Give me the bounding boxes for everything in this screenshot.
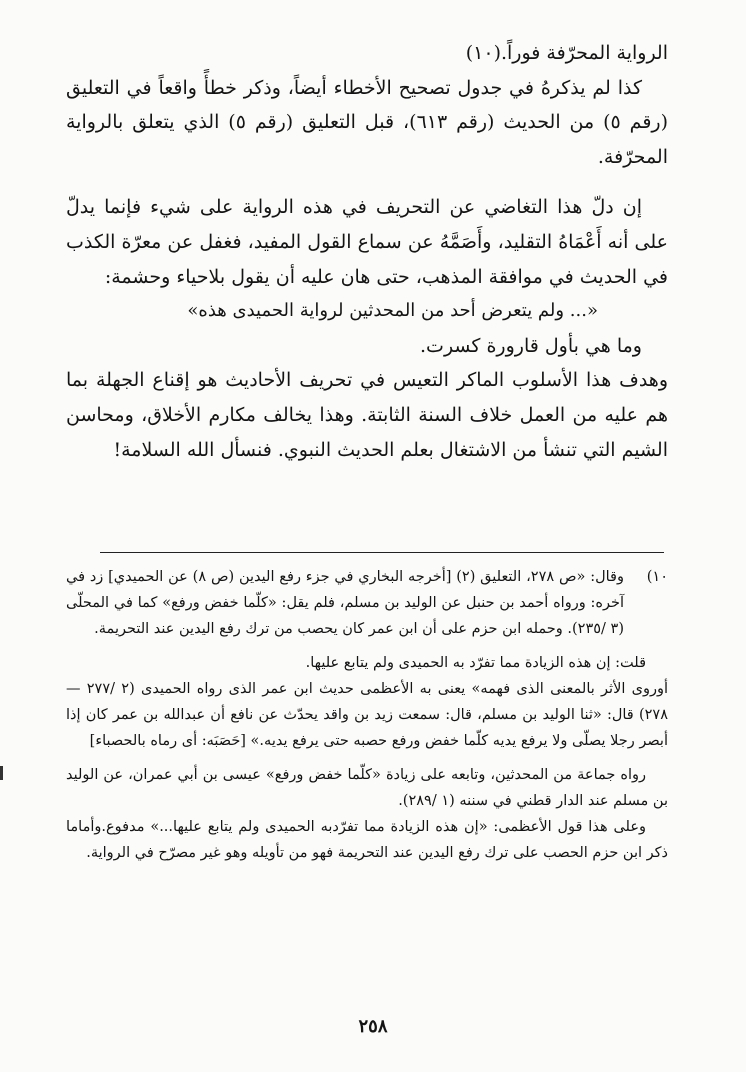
footnote-paragraph: رواه جماعة من المحدثين، وتابعه على زيادة «كلّما خفض ورفع» عيسى بن أبي عمران، عن الوليد بن مسلم عند الدار قطني في سننه (١ /٢٨٩). (66, 767, 668, 809)
footnote-paragraph: أوروى الأثر بالمعنى الذى فهمه» يعنى به الأعظمى حديث ابن عمر الذى رواه الحميدى (٢ /٢٧٧ — ٢٧٨) قال: «ثنا الوليد بن مسلم، قال: سمعت زيد بن واقد يحدّث عن نافع أن عبدالله بن عمر كان إذا أبصر رجلا يصلّى ولا يرفع يديه كلّما خفض ورفع حصبه حتى يرفع يديه.» [حَصَبَه: أى رماه بالحصباء] (66, 681, 669, 749)
footnote-paragraph: وعلى هذا قول الأعظمى: «إن هذه الزيادة مما تفرّدبه الحميدى ولم يتابع عليها...» مدفوع.وأماما ذكر ابن حزم الحصب على ترك رفع اليدين عند التحريمة فهو من تأويله وهو غير مصرّح في الرواية. (66, 819, 668, 861)
paragraph-1: الرواية المحرّفة فوراً.(١٠) (465, 42, 668, 64)
margin-mark (0, 766, 3, 780)
footnote-text: وقال: «ص ٢٧٨، التعليق (٢) [أخرجه البخاري في جزء رفع اليدين (ص ٨) عن الحميدي] زد في آخره: ورواه أحمد بن حنبل عن الوليد بن مسلم، فلم يقل: «كلّما خفض ورفع» كما في المحلّى (٣ /٢٣٥). وحمله ابن حزم على أن ابن عمر كان يحصب من ترك رفع اليدين عند التحريمة. (66, 569, 624, 637)
footnotes (66, 564, 668, 866)
footnote-number: ١٠) (646, 569, 668, 585)
page-number: ٢٥٨ (358, 1016, 388, 1037)
footnote-10 (66, 564, 668, 642)
footnote-separator (100, 552, 664, 553)
paragraph-5: وما هي بأول قارورة كسرت. (420, 334, 642, 357)
paragraph-2: كذا لم يذكرهُ في جدول تصحيح الأخطاء أيضاً، وذكر خطأً واقعاً في التعليق (رقم ٥) من الحديث (رقم ٦١٣)، قبل التعليق (رقم ٥) الذي يتعلق بالرواية المحرّفة. (66, 76, 668, 168)
quoted-line: «... ولم يتعرض أحد من المحدثين لرواية الحميدى هذه» (187, 300, 598, 322)
main-text (66, 36, 668, 467)
paragraph-3: إن دلّ هذا التغاضي عن التحريف في هذه الرواية على شيء فإنما يدلّ على أنه أَعْمَاهُ التقليد، وأَصَمَّهُ عن سماع القول المفيد، فغفل عن معرّة الكذب في الحديث في موافقة المذهب، حتى هان عليه أن يقول بلاحياء وحشمة: (66, 196, 668, 288)
footnote-paragraph: قلت: إن هذه الزيادة مما تفرّد به الحميدى ولم يتابع عليها. (305, 655, 646, 671)
paragraph-6: وهدف هذا الأسلوب الماكر التعيس في تحريف الأحاديث هو إقناع الجهلة بما هم عليه من العمل خلاف السنة الثابتة. وهذا يخالف مكارم الأخلاق، ومحاسن الشيم التي تنشأ من الاشتغال بعلم الحديث النبوي. فنسأل الله السلامة! (66, 369, 668, 461)
